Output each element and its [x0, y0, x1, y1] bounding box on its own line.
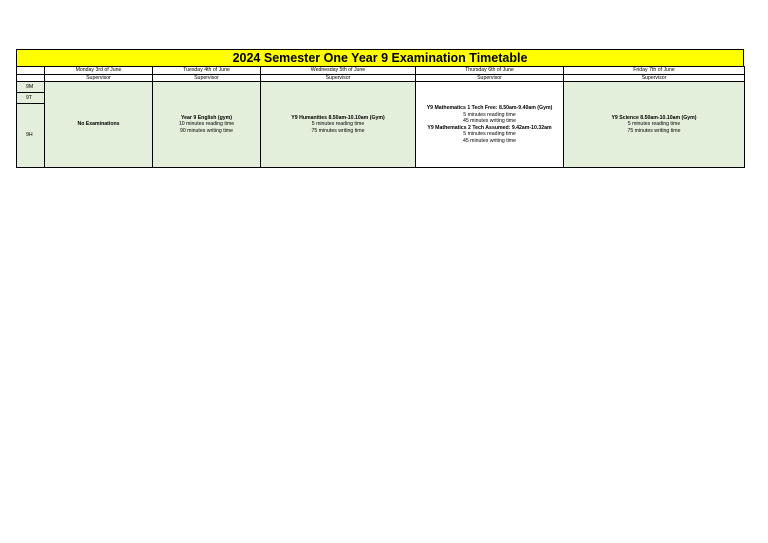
- timetable-table: [16, 66, 745, 168]
- supervisor-row: [17, 74, 745, 82]
- class-label-9t: 9T: [17, 93, 45, 104]
- exam-line-wednesday-2: 75 minutes writing time: [311, 127, 365, 134]
- supervisor-thursday: Supervisor: [416, 74, 564, 82]
- corner-cell-2: [17, 74, 45, 82]
- exam-title-tuesday: Year 9 English (gym): [180, 114, 233, 121]
- exam-line-tuesday-1: 10 minutes reading time: [178, 121, 235, 128]
- exam-cell-wednesday: [261, 82, 416, 168]
- day-header-thursday: Thursday 6th of June: [416, 67, 564, 75]
- exam-line-thursday-4: 45 minutes writing time: [462, 137, 517, 144]
- exam-title-monday: No Examinations: [77, 121, 120, 128]
- exam-title-friday: Y9 Science 8.50am-10.10am (Gym): [611, 114, 697, 121]
- exam-title-wednesday: Y9 Humanities 8.50am-10.10am (Gym): [291, 114, 385, 121]
- supervisor-friday: Supervisor: [564, 74, 745, 82]
- exam-line-thursday-1: 5 minutes reading time: [463, 111, 516, 118]
- exam-line-friday-1: 5 minutes reading time: [627, 121, 681, 128]
- exam-cell-thursday: [416, 82, 564, 168]
- class-label-9h: 9H: [17, 104, 45, 168]
- exam-line-friday-2: 75 minutes writing time: [627, 127, 681, 134]
- day-header-row: [17, 67, 745, 75]
- timetable-title: 2024 Semester One Year 9 Examination Timetable: [16, 49, 744, 66]
- supervisor-tuesday: Supervisor: [153, 74, 261, 82]
- corner-cell: [17, 67, 45, 75]
- exam-line-thursday-2: 45 minutes writing time: [462, 118, 517, 125]
- day-header-friday: Friday 7th of June: [564, 67, 745, 75]
- supervisor-monday: Supervisor: [45, 74, 153, 82]
- exam-title-thursday-1: Y9 Mathematics 1 Tech Free: 8.50am-9.40am (Gym): [426, 104, 553, 111]
- exam-cell-monday: [45, 82, 153, 168]
- exam-cell-tuesday: [153, 82, 261, 168]
- exam-line-thursday-3: 5 minutes reading time: [463, 131, 516, 138]
- day-header-wednesday: Wednesday 5th of June: [261, 67, 416, 75]
- timetable-sheet: [16, 49, 744, 168]
- day-header-monday: Monday 3rd of June: [45, 67, 153, 75]
- exam-cell-friday: [564, 82, 745, 168]
- class-row-9m: [17, 82, 745, 93]
- exam-title-thursday-2: Y9 Mathematics 2 Tech Assumed: 9.42am-10.32am: [427, 124, 552, 131]
- exam-line-wednesday-1: 5 minutes reading time: [311, 121, 365, 128]
- supervisor-wednesday: Supervisor: [261, 74, 416, 82]
- class-label-9m: 9M: [17, 82, 45, 93]
- day-header-tuesday: Tuesday 4th of June: [153, 67, 261, 75]
- exam-line-tuesday-2: 90 minutes writing time: [179, 127, 234, 134]
